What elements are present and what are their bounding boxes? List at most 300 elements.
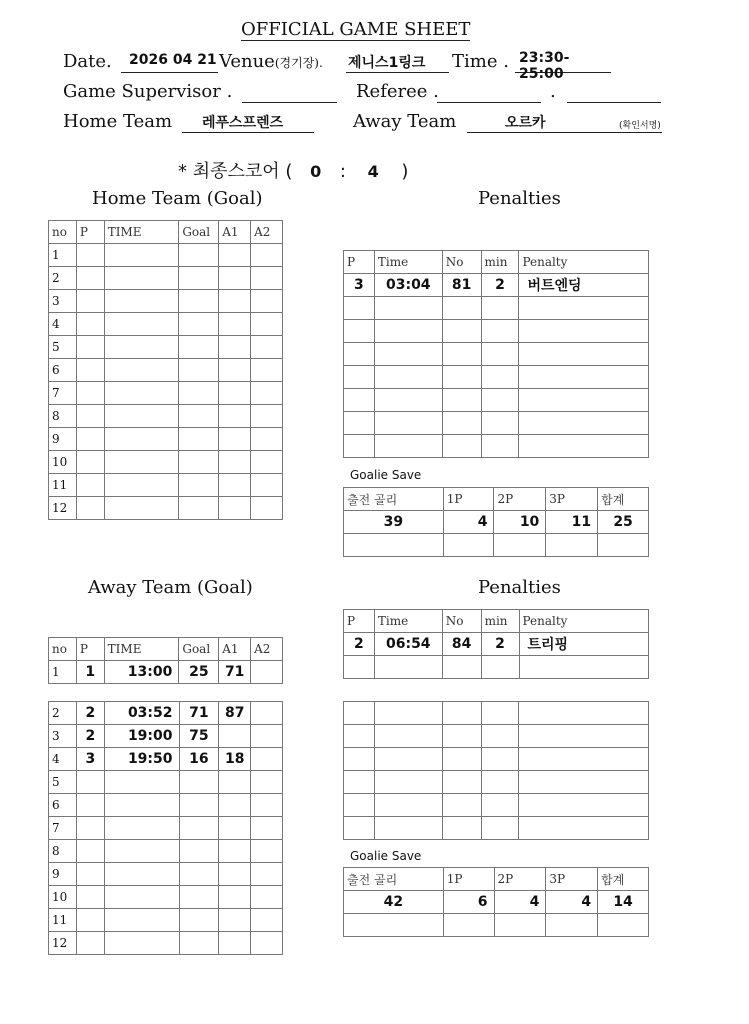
goal-cell[interactable] [179,336,219,359]
assist1-cell[interactable]: 87 [219,702,251,725]
period-cell[interactable] [76,267,104,290]
time-cell[interactable] [104,359,179,382]
table-row [49,244,283,267]
goal-cell[interactable] [179,405,219,428]
goal-cell[interactable] [179,428,219,451]
time-cell[interactable] [104,886,179,909]
supervisor-field[interactable] [242,81,337,103]
assist2-cell[interactable] [251,909,283,932]
goal-cell[interactable] [179,451,219,474]
assist2-cell[interactable] [251,840,283,863]
goalie-cell[interactable]: 42 [344,891,444,914]
period-cell[interactable] [76,451,104,474]
no-cell[interactable]: 10 [49,451,77,474]
total-cell[interactable]: 25 [598,511,649,534]
minutes-cell[interactable] [481,656,519,679]
table-row [344,748,649,771]
time-cell[interactable] [104,497,179,520]
table-row [49,290,283,313]
assist1-cell[interactable] [219,336,251,359]
no-cell[interactable]: 2 [49,267,77,290]
penalty-cell[interactable] [519,771,649,794]
table-row [344,914,649,937]
assist1-cell[interactable] [219,886,251,909]
period-cell[interactable] [344,389,375,412]
p2-cell[interactable]: 4 [494,891,546,914]
assist1-cell[interactable] [219,771,251,794]
minutes-cell[interactable] [481,366,519,389]
table-row [49,382,283,405]
table-row [344,656,649,679]
assist1-cell[interactable] [219,359,251,382]
time-cell[interactable] [104,244,179,267]
p2-cell[interactable] [494,914,546,937]
no-cell[interactable]: 10 [49,886,77,909]
period-cell[interactable] [344,297,375,320]
assist2-cell[interactable] [251,932,283,955]
period-cell[interactable] [76,909,104,932]
no-cell[interactable]: 1 [49,661,77,684]
time-cell[interactable] [374,389,442,412]
assist1-cell[interactable] [219,428,251,451]
assist2-cell[interactable] [251,267,283,290]
time-cell[interactable] [374,817,442,840]
time-field[interactable] [515,49,611,82]
assist1-cell[interactable] [219,817,251,840]
period-cell[interactable] [76,244,104,267]
page-title: OFFICIAL GAME SHEET [241,19,471,40]
minutes-cell[interactable] [481,702,519,725]
no-cell[interactable]: 3 [49,290,77,313]
period-cell[interactable] [76,840,104,863]
period-cell[interactable]: 2 [76,702,104,725]
number-cell[interactable] [442,320,481,343]
no-cell[interactable]: 3 [49,725,77,748]
time-cell[interactable] [104,474,179,497]
goal-cell[interactable] [179,497,219,520]
number-cell[interactable]: 84 [442,633,481,656]
goal-cell[interactable]: 16 [179,748,219,771]
minutes-cell[interactable] [481,297,519,320]
home-goalie-title: Goalie Save [350,468,422,482]
no-cell[interactable]: 9 [49,863,77,886]
period-cell[interactable] [76,771,104,794]
period-cell[interactable]: 3 [344,274,375,297]
assist1-cell[interactable] [219,794,251,817]
referee-field-2[interactable] [567,81,661,103]
time-cell[interactable] [104,428,179,451]
referee-field[interactable] [437,81,541,103]
time-header: TIME [104,221,179,244]
goal-cell[interactable]: 75 [179,725,219,748]
period-cell[interactable] [344,748,375,771]
goalie-cell[interactable] [344,534,444,557]
time-cell[interactable]: 19:50 [104,748,179,771]
time-cell[interactable]: 03:52 [104,702,179,725]
penalty-cell[interactable] [519,748,649,771]
minutes-cell[interactable] [481,412,519,435]
assist1-cell[interactable] [219,382,251,405]
table-row [49,336,283,359]
assist1-cell[interactable] [219,405,251,428]
time-cell[interactable]: 13:00 [104,661,179,684]
time-cell[interactable] [374,702,442,725]
referee-label: Referee . [356,81,439,102]
period-cell[interactable] [76,382,104,405]
p2-cell[interactable] [494,534,546,557]
time-cell[interactable] [374,435,442,458]
goal-cell[interactable] [179,771,219,794]
assist1-cell[interactable] [219,909,251,932]
time-cell[interactable] [374,343,442,366]
assist2-cell[interactable] [251,290,283,313]
penalty-cell[interactable] [519,435,649,458]
supervisor-label: Game Supervisor . [63,81,233,102]
period-cell[interactable] [344,817,375,840]
table-row [344,412,649,435]
number-cell[interactable] [442,817,481,840]
assist2-cell[interactable] [251,886,283,909]
goalie-cell[interactable] [344,914,444,937]
period-cell[interactable]: 2 [344,633,375,656]
period-cell[interactable]: 1 [76,661,104,684]
number-cell[interactable] [442,435,481,458]
assist1-cell[interactable]: 18 [219,748,251,771]
no-cell[interactable]: 6 [49,359,77,382]
p1-cell[interactable] [443,914,494,937]
time-cell[interactable] [104,794,179,817]
assist2-cell[interactable] [251,405,283,428]
period-cell[interactable] [76,428,104,451]
number-cell[interactable] [442,771,481,794]
table-row [49,267,283,290]
table-row [344,320,649,343]
time-cell[interactable] [374,771,442,794]
goalie-header: 출전 골리 [344,488,444,511]
period-cell[interactable] [76,886,104,909]
number-cell[interactable]: 81 [442,274,481,297]
time-cell[interactable] [374,297,442,320]
goal-cell[interactable] [179,267,219,290]
assist1-cell[interactable] [219,290,251,313]
number-cell[interactable] [442,366,481,389]
goal-cell[interactable] [179,840,219,863]
goal-cell[interactable] [179,474,219,497]
assist2-cell[interactable] [251,359,283,382]
table-row [49,771,283,794]
goal-cell[interactable] [179,290,219,313]
minutes-cell[interactable] [481,794,519,817]
assist1-cell[interactable] [219,267,251,290]
period-cell[interactable] [344,366,375,389]
time-cell[interactable] [374,748,442,771]
minutes-cell[interactable] [481,725,519,748]
period-cell[interactable] [344,320,375,343]
number-cell[interactable] [442,656,481,679]
number-cell[interactable] [442,343,481,366]
assist2-cell[interactable] [251,725,283,748]
time-cell[interactable] [374,656,442,679]
table-header-row [344,868,649,891]
period-cell[interactable] [344,702,375,725]
number-cell[interactable] [442,748,481,771]
goal-cell[interactable] [179,382,219,405]
away-penalties-title: Penalties [478,577,561,598]
goal-cell[interactable]: 71 [179,702,219,725]
period-cell[interactable] [76,497,104,520]
goal-cell[interactable] [179,359,219,382]
period-cell[interactable] [76,474,104,497]
p3-cell[interactable] [546,534,598,557]
referee-dot: . [550,81,556,102]
assist1-cell[interactable] [219,863,251,886]
period-cell[interactable] [344,656,375,679]
goalie-header: 출전 골리 [344,868,444,891]
no-cell[interactable]: 8 [49,840,77,863]
assist2-cell[interactable] [251,336,283,359]
p3-cell[interactable] [546,914,598,937]
no-cell[interactable]: 1 [49,244,77,267]
number-cell[interactable] [442,794,481,817]
p1-cell[interactable] [443,534,494,557]
goal-cell[interactable] [179,886,219,909]
number-header: No [442,610,481,633]
goal-cell[interactable] [179,313,219,336]
no-cell[interactable]: 4 [49,313,77,336]
assist2-cell[interactable] [251,244,283,267]
time-cell[interactable] [104,863,179,886]
no-cell[interactable]: 7 [49,817,77,840]
assist2-cell[interactable] [251,313,283,336]
period-cell[interactable] [76,794,104,817]
penalty-cell[interactable] [519,297,649,320]
home-penalties-title: Penalties [478,188,561,209]
number-cell[interactable] [442,412,481,435]
no-header: no [49,221,77,244]
penalty-cell[interactable]: 버트엔딩 [519,274,649,297]
period-cell[interactable] [76,336,104,359]
period-cell[interactable] [76,290,104,313]
p1-cell[interactable]: 6 [443,891,494,914]
period-cell[interactable] [344,435,375,458]
time-cell[interactable] [104,817,179,840]
assist1-cell[interactable] [219,313,251,336]
no-cell[interactable]: 12 [49,932,77,955]
assist1-cell[interactable] [219,474,251,497]
minutes-cell[interactable] [481,771,519,794]
period-cell[interactable] [76,817,104,840]
period-cell[interactable] [344,725,375,748]
time-value: 23:30-25:00 [519,50,570,82]
table-row [49,428,283,451]
time-cell[interactable] [104,840,179,863]
minutes-cell[interactable] [481,389,519,412]
minutes-cell[interactable] [481,748,519,771]
assist1-cell[interactable] [219,497,251,520]
penalty-cell[interactable] [519,794,649,817]
penalty-cell[interactable] [519,343,649,366]
period-cell[interactable] [76,313,104,336]
assist1-cell[interactable] [219,725,251,748]
table-row [49,909,283,932]
assist2-cell[interactable] [251,497,283,520]
goal-cell[interactable] [179,794,219,817]
time-cell[interactable] [104,451,179,474]
time-cell[interactable] [104,267,179,290]
period-cell[interactable]: 3 [76,748,104,771]
date-field[interactable] [121,51,218,73]
period-cell[interactable] [76,932,104,955]
goal-cell[interactable] [179,863,219,886]
minutes-cell[interactable]: 2 [481,274,519,297]
no-cell[interactable]: 9 [49,428,77,451]
no-cell[interactable]: 2 [49,702,77,725]
table-row [49,886,283,909]
assist2-cell[interactable] [251,702,283,725]
p3-cell[interactable]: 4 [546,891,598,914]
no-cell[interactable]: 12 [49,497,77,520]
penalty-cell[interactable] [519,366,649,389]
assist2-cell[interactable] [251,474,283,497]
assist2-cell[interactable] [251,451,283,474]
penalty-cell[interactable] [519,656,649,679]
no-cell[interactable]: 7 [49,382,77,405]
period-cell[interactable] [344,412,375,435]
assist2-cell[interactable] [251,748,283,771]
away-goal-table [48,701,283,955]
home-penalties-table [343,250,649,458]
assist2-cell[interactable] [251,817,283,840]
assist2-cell[interactable] [251,771,283,794]
number-cell[interactable] [442,297,481,320]
table-row [49,817,283,840]
home-goal-table [48,220,283,520]
time-cell[interactable]: 06:54 [374,633,442,656]
goal-cell[interactable] [179,244,219,267]
number-cell[interactable] [442,725,481,748]
penalty-cell[interactable] [519,389,649,412]
table-row [49,725,283,748]
penalty-cell[interactable] [519,702,649,725]
table-row [344,702,649,725]
time-cell[interactable] [104,382,179,405]
time-header: Time [374,610,442,633]
time-cell[interactable] [104,290,179,313]
assist1-cell[interactable] [219,932,251,955]
no-cell[interactable]: 6 [49,794,77,817]
table-row [344,534,649,557]
number-cell[interactable] [442,702,481,725]
assist1-cell[interactable] [219,840,251,863]
minutes-cell[interactable] [481,343,519,366]
no-cell[interactable]: 8 [49,405,77,428]
assist2-cell[interactable] [251,794,283,817]
venue-value: 제니스1링크 [348,55,426,71]
total-cell[interactable] [598,914,649,937]
p2-header: 2P [494,868,546,891]
goal-cell[interactable]: 25 [179,661,219,684]
time-cell[interactable] [374,794,442,817]
total-cell[interactable]: 14 [598,891,649,914]
minutes-cell[interactable]: 2 [481,633,519,656]
venue-label: Venue(경기장). [219,51,323,72]
assist1-cell[interactable] [219,451,251,474]
p3-cell[interactable]: 11 [546,511,598,534]
assist2-cell[interactable] [251,428,283,451]
assist2-cell[interactable] [251,661,283,684]
total-cell[interactable] [598,534,649,557]
penalty-cell[interactable]: 트리핑 [519,633,649,656]
minutes-cell[interactable] [481,817,519,840]
time-cell[interactable] [104,336,179,359]
minutes-cell[interactable] [481,320,519,343]
assist1-cell[interactable] [219,244,251,267]
minutes-cell[interactable] [481,435,519,458]
home-team-field[interactable] [182,111,314,133]
total-header: 합계 [598,868,649,891]
goal-cell[interactable] [179,932,219,955]
away-team-label: Away Team [353,111,457,132]
period-cell[interactable] [344,343,375,366]
table-row [49,863,283,886]
no-cell[interactable]: 11 [49,474,77,497]
time-cell[interactable] [104,405,179,428]
no-cell[interactable]: 5 [49,771,77,794]
p1-cell[interactable]: 4 [443,511,494,534]
penalty-cell[interactable] [519,725,649,748]
table-row [344,297,649,320]
goal-cell[interactable] [179,909,219,932]
period-cell[interactable] [76,863,104,886]
period-cell[interactable]: 2 [76,725,104,748]
penalty-cell[interactable] [519,320,649,343]
assist1-cell[interactable]: 71 [219,661,251,684]
table-row [49,661,283,684]
away-team-field[interactable] [467,111,662,133]
period-cell[interactable] [344,794,375,817]
no-cell[interactable]: 4 [49,748,77,771]
assist2-cell[interactable] [251,382,283,405]
penalty-cell[interactable] [519,817,649,840]
time-cell[interactable] [104,313,179,336]
time-cell[interactable] [374,725,442,748]
period-cell[interactable] [76,405,104,428]
goal-cell[interactable] [179,817,219,840]
goalie-cell[interactable]: 39 [344,511,444,534]
time-cell[interactable] [374,412,442,435]
venue-field[interactable] [346,51,449,73]
time-cell[interactable]: 19:00 [104,725,179,748]
table-row [344,511,649,534]
period-cell[interactable] [344,771,375,794]
time-cell[interactable] [104,771,179,794]
p2-cell[interactable]: 10 [494,511,546,534]
number-cell[interactable] [442,389,481,412]
p1-header: 1P [443,488,494,511]
time-cell[interactable] [374,366,442,389]
p1-header: 1P [443,868,494,891]
penalty-cell[interactable] [519,412,649,435]
period-cell[interactable] [76,359,104,382]
time-cell[interactable]: 03:04 [374,274,442,297]
time-cell[interactable] [104,909,179,932]
no-cell[interactable]: 11 [49,909,77,932]
no-cell[interactable]: 5 [49,336,77,359]
assist2-cell[interactable] [251,863,283,886]
time-cell[interactable] [374,320,442,343]
period-header: P [76,221,104,244]
time-cell[interactable] [104,932,179,955]
